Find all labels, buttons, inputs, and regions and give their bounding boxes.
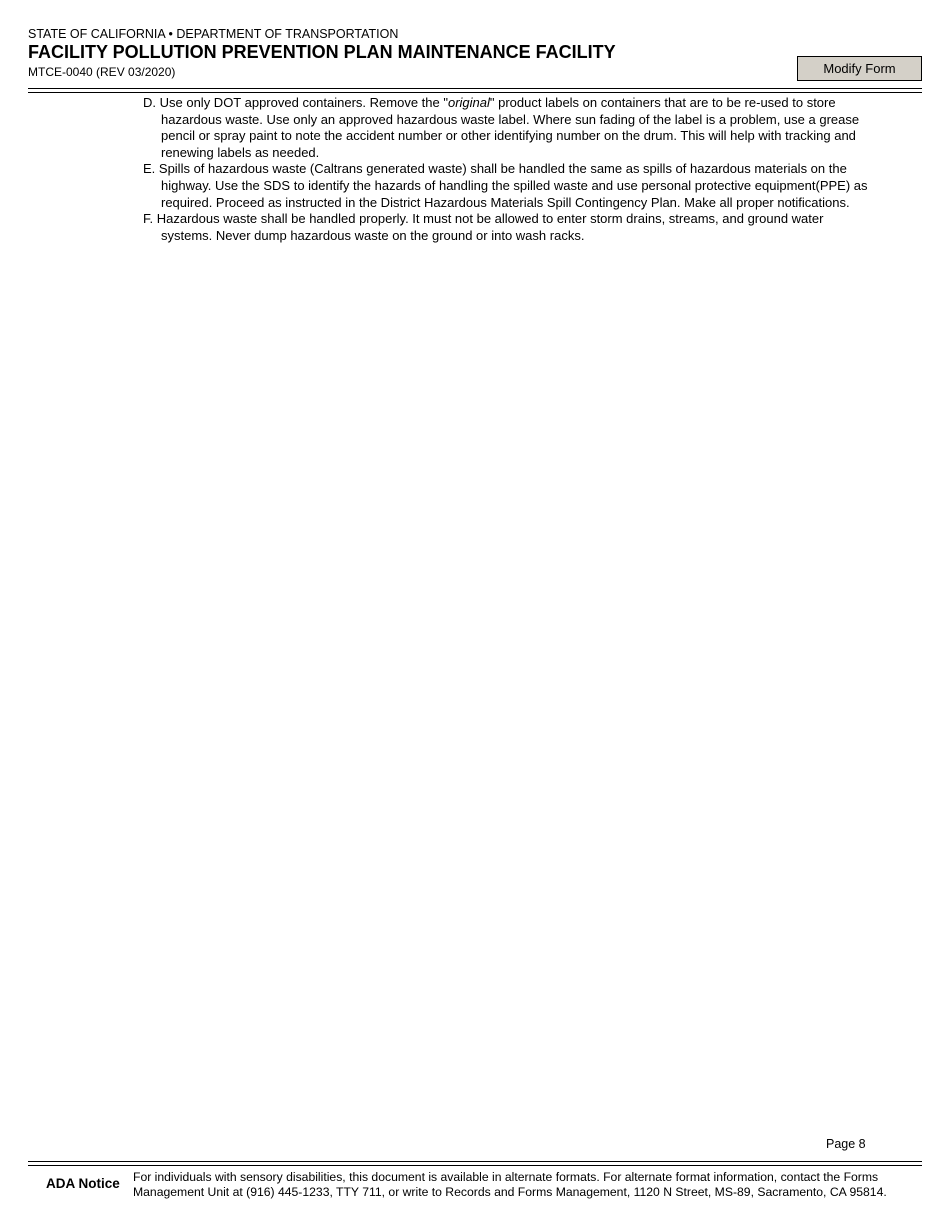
footer-divider <box>28 1161 922 1162</box>
header-divider-double <box>28 92 922 93</box>
instruction-list <box>143 95 873 244</box>
form-number: MTCE-0040 (REV 03/2020) <box>28 65 176 79</box>
header-divider <box>28 88 922 89</box>
item-d-text-start: D. Use only DOT approved containers. Remove the " <box>143 95 448 110</box>
form-title: FACILITY POLLUTION PREVENTION PLAN MAINTENANCE FACILITY <box>28 42 616 62</box>
instruction-item-f: F. Hazardous waste shall be handled properly. It must not be allowed to enter storm drains, streams, and ground water systems. Never dump hazardous waste on the ground or into wash racks. <box>143 211 824 243</box>
modify-form-button[interactable]: Modify Form <box>797 56 922 81</box>
instruction-item-d <box>143 95 873 161</box>
footer-divider-double <box>28 1165 922 1166</box>
agency-line: STATE OF CALIFORNIA • DEPARTMENT OF TRANSPORTATION <box>28 27 399 41</box>
item-d-text-end: " product labels on containers that are to be re-used to store hazardous waste. Use only an approved hazardous waste label. Where sun fading of the label is a problem, use a grease pencil or spray paint to note the accident number or other identifying number on the drum. This will help with tracking and renewing labels as needed. <box>161 95 860 160</box>
ada-notice-label: ADA Notice <box>46 1176 120 1191</box>
page-number: Page 8 <box>826 1137 866 1151</box>
item-d-italic-word: original <box>447 95 490 110</box>
instruction-item-e: E. Spills of hazardous waste (Caltrans generated waste) shall be handled the same as spills of hazardous materials on the highway. Use the SDS to identify the hazards of handling the spilled waste and use personal protective equipment(PPE) as required. Proceed as instructed in the District Hazardous Materials Spill Contingency Plan. Make all proper notifications. <box>143 161 868 210</box>
ada-notice-text: For individuals with sensory disabilities, this document is available in alternate formats. For alternate format information, contact the Forms Management Unit at (916) 445-1233, TTY 711, or write to Records and Forms Management, 1120 N Street, MS-89, Sacramento, CA 95814. <box>133 1170 887 1199</box>
